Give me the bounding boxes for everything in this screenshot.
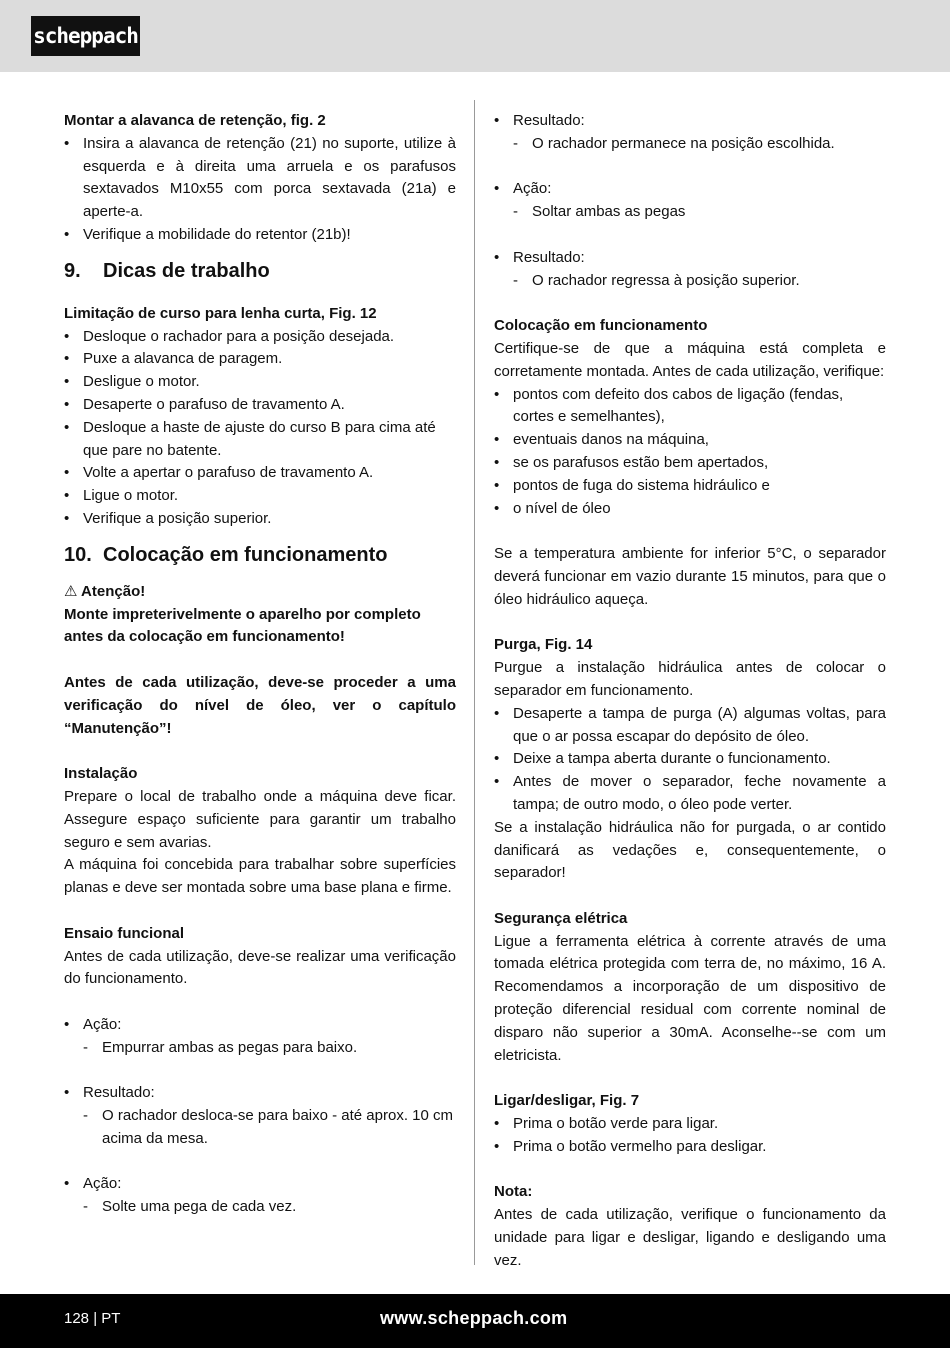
list-item: • pontos com defeito dos cabos de ligação (fendas, cortes e semelhantes), <box>494 384 886 430</box>
installation-paragraph: Prepare o local de trabalho onde a máquina deve ficar. Assegure espaço suficiente para garantir um trabalho seguro e sem avarias. <box>64 787 456 851</box>
list-item: • Desaperte a tampa de purga (A) algumas voltas, para que o ar possa escapar do depósito de óleo. <box>494 703 886 749</box>
section-title-on-off: Ligar/desligar, Fig. 7 <box>494 1092 640 1110</box>
result-sublist <box>513 270 886 293</box>
action-list <box>494 178 886 201</box>
warning-text: Monte impreterivelmente o aparelho por completo antes da colocação em funcionamento! <box>64 605 421 646</box>
list-item: - O rachador regressa à posição superior. <box>513 270 886 293</box>
function-test-paragraph: Antes de cada utilização, deve-se realizar uma verificação do funcionamento. <box>64 947 456 988</box>
heading-10 <box>64 541 456 569</box>
list-item: • pontos de fuga do sistema hidráulico e <box>494 475 886 498</box>
installation-paragraph: A máquina foi concebida para trabalhar sobre superfícies planas e deve ser montada sobre uma base plana e firme. <box>64 856 456 897</box>
action-label: • Ação: <box>494 178 886 201</box>
column-divider <box>474 100 475 1265</box>
oil-warning: Antes de cada utilização, deve-se proceder a uma verificação do nível de óleo, ver o capítulo “Manutenção”! <box>64 673 456 737</box>
result-sublist <box>513 133 886 156</box>
website-link[interactable]: www.scheppach.com <box>380 1308 568 1328</box>
result-label: • Resultado: <box>64 1082 456 1105</box>
note-paragraph: Antes de cada utilização, verifique o funcionamento da unidade para ligar e desligar, ligando e desligando uma vez. <box>494 1206 886 1269</box>
list-item: • Desloque o rachador para a posição desejada. <box>64 326 456 349</box>
header-band <box>0 0 950 72</box>
section-title-retention-lever: Montar a alavanca de retenção, fig. 2 <box>64 112 326 129</box>
result-sublist <box>83 1105 456 1151</box>
list-item: - Solte uma pega de cada vez. <box>83 1196 456 1219</box>
stroke-limit-list <box>64 326 456 531</box>
list-item: - O rachador desloca-se para baixo - até aprox. 10 cm acima da mesa. <box>83 1105 456 1151</box>
list-item: • Prima o botão verde para ligar. <box>494 1113 886 1136</box>
section-title-purge: Purga, Fig. 14 <box>494 636 593 654</box>
retention-lever-list <box>64 133 456 247</box>
warning-title: ⚠ Atenção! <box>64 582 146 600</box>
purge-paragraph: Se a instalação hidráulica não for purgada, o ar contido danificará as vedações e, consequentemente, o separador! <box>494 818 886 882</box>
list-item: • Puxe a alavanca de paragem. <box>64 348 456 371</box>
footer-band <box>0 1294 950 1348</box>
section-title-installation: Instalação <box>64 765 138 783</box>
result-label: • Resultado: <box>494 247 886 270</box>
list-item: • Volte a apertar o parafuso de travamento A. <box>64 462 456 485</box>
list-item: • Desaperte o parafuso de travamento A. <box>64 394 456 417</box>
heading-title: Dicas de trabalho <box>103 259 270 282</box>
result-list <box>64 1082 456 1105</box>
action-sublist <box>513 201 886 224</box>
heading-9 <box>64 257 456 285</box>
list-item: • Deixe a tampa aberta durante o funcionamento. <box>494 748 886 771</box>
heading-number: 9. <box>64 259 81 282</box>
list-item: • Prima o botão vermelho para desligar. <box>494 1136 886 1159</box>
purge-list <box>494 703 886 817</box>
heading-title: Colocação em funcionamento <box>103 543 388 566</box>
list-item: • Desligue o motor. <box>64 371 456 394</box>
action-list <box>64 1173 456 1196</box>
left-column <box>64 110 456 1219</box>
action-sublist <box>83 1196 456 1219</box>
purge-paragraph: Purgue a instalação hidráulica antes de colocar o separador em funcionamento. <box>494 659 886 699</box>
action-label: • Ação: <box>64 1173 456 1196</box>
note-title: Nota: <box>494 1183 533 1201</box>
temperature-paragraph: Se a temperatura ambiente for inferior 5°C, o separador deverá funcionar em vazio durante 15 minutos, para que o óleo hidráulico aqueça. <box>494 545 886 608</box>
action-list <box>64 1014 456 1037</box>
result-list <box>494 247 886 270</box>
list-item: • Ligue o motor. <box>64 485 456 508</box>
list-item: • eventuais danos na máquina, <box>494 429 886 452</box>
right-column <box>494 110 886 1273</box>
section-title-startup: Colocação em funcionamento <box>494 317 708 335</box>
list-item: - Soltar ambas as pegas <box>513 201 886 224</box>
list-item: • Insira a alavanca de retenção (21) no suporte, utilize à esquerda e à direita uma arruela e os parafusos sextavados M10x55 com porca sextavada (21a) e aperte-a. <box>64 133 456 224</box>
list-item: • Antes de mover o separador, feche novamente a tampa; de outro modo, o óleo pode verter. <box>494 771 886 817</box>
scheppach-logo: scheppach <box>31 16 140 56</box>
result-label: • Resultado: <box>494 110 886 133</box>
list-item: • se os parafusos estão bem apertados, <box>494 452 886 475</box>
section-title-stroke-limit: Limitação de curso para lenha curta, Fig. 12 <box>64 304 377 322</box>
heading-number: 10. <box>64 543 92 566</box>
list-item: • o nível de óleo <box>494 498 886 521</box>
list-item: • Verifique a posição superior. <box>64 508 456 531</box>
list-item: - O rachador permanece na posição escolhida. <box>513 133 886 156</box>
list-item: - Empurrar ambas as pegas para baixo. <box>83 1037 456 1060</box>
list-item: • Desloque a haste de ajuste do curso B para cima até que pare no batente. <box>64 417 456 463</box>
action-label: • Ação: <box>64 1014 456 1037</box>
electrical-safety-paragraph: Ligue a ferramenta elétrica à corrente através de uma tomada elétrica protegida com terra de, no máximo, 16 A. Recomendamos a incorporação de um dispositivo de proteção diferencial residual com corrente nominal de disparo não superior a 30mA. Aconselhe--se com um eletricista. <box>494 932 886 1064</box>
startup-paragraph: Certifique-se de que a máquina está completa e corretamente montada. Antes de cada utilização, verifique: <box>494 339 886 380</box>
result-list <box>494 110 886 133</box>
list-item: • Verifique a mobilidade do retentor (21b)! <box>64 224 456 247</box>
startup-check-list <box>494 384 886 521</box>
on-off-list <box>494 1113 886 1159</box>
page-number: 128 | PT <box>64 1310 121 1327</box>
section-title-function-test: Ensaio funcional <box>64 924 185 942</box>
action-sublist <box>83 1037 456 1060</box>
section-title-electrical-safety: Segurança elétrica <box>494 909 628 927</box>
